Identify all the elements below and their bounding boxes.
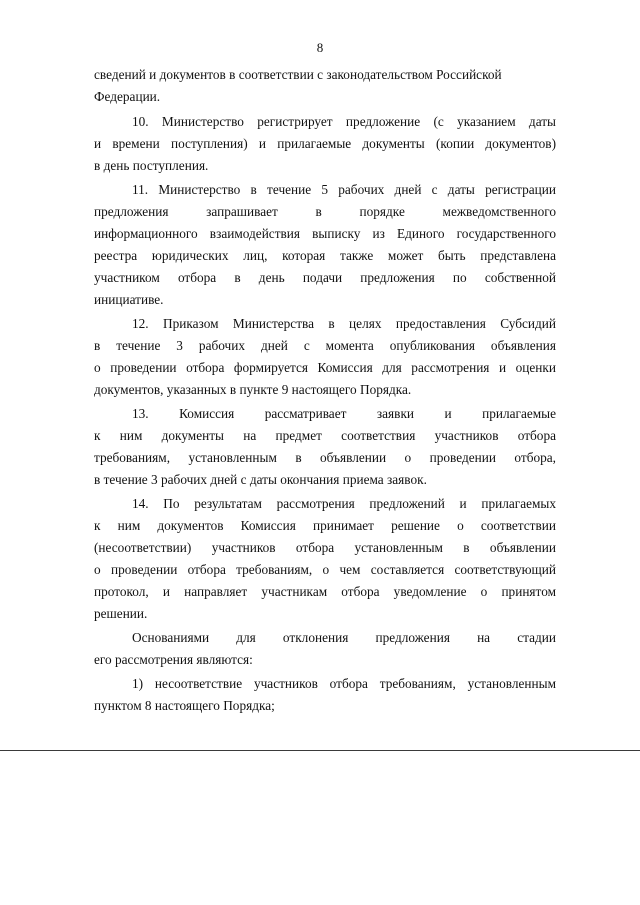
text-line: его рассмотрения являются: [94, 652, 253, 667]
text-line: к ним документы на предмет соответствия участников отбора [94, 428, 556, 443]
text-line: и времени поступления) и прилагаемые документы (копии документов) [94, 136, 556, 151]
text-line: протокол, и направляет участникам отбора уведомление о принятом [94, 584, 556, 599]
text-line: 1) несоответствие участников отбора требованиям, установленным [132, 676, 556, 691]
text-line: предложения запрашивает в порядке межведомственного [94, 204, 556, 219]
text-line: в течение 3 рабочих дней с момента опубликования объявления [94, 338, 556, 353]
text-line: документов, указанных в пункте 9 настоящего Порядка. [94, 382, 412, 397]
text-line: участником отбора в день подачи предложения по собственной [94, 270, 556, 285]
text-line: Федерации. [94, 89, 161, 104]
text-line: в день поступления. [94, 158, 209, 173]
text-line: реестра юридических лиц, которая также может быть представлена [94, 248, 556, 263]
text-line: 14. По результатам рассмотрения предложений и прилагаемых [132, 496, 556, 511]
text-line: сведений и документов в соответствии с законодательством Российской [94, 67, 502, 82]
text-line: Основаниями для отклонения предложения на стадии [132, 630, 556, 645]
page-number: 8 [316, 40, 324, 55]
text-line: 12. Приказом Министерства в целях предоставления Субсидий [132, 316, 556, 331]
text-line: инициативе. [94, 292, 164, 307]
text-line: к ним документов Комиссия принимает решение о соответствии [94, 518, 556, 533]
text-line: 10. Министерство регистрирует предложение (с указанием даты [132, 114, 556, 129]
text-line: пунктом 8 настоящего Порядка; [94, 698, 275, 713]
text-line: о проведении отбора формируется Комиссия для рассмотрения и оценки [94, 360, 556, 375]
text-line: информационного взаимодействия выписку из Единого государственного [94, 226, 556, 241]
text-line: требованиям, установленным в объявлении о проведении отбора, [94, 450, 556, 465]
text-line: (несоответствии) участников отбора установленным в объявлении [94, 540, 556, 555]
text-line: в течение 3 рабочих дней с даты окончания приема заявок. [94, 472, 427, 487]
text-line: о проведении отбора требованиям, о чем составляется соответствующий [94, 562, 556, 577]
text-line: 13. Комиссия рассматривает заявки и прилагаемые [132, 406, 556, 421]
text-line: 11. Министерство в течение 5 рабочих дней с даты регистрации [132, 182, 556, 197]
page-divider [0, 750, 640, 751]
text-line: решении. [94, 606, 148, 621]
